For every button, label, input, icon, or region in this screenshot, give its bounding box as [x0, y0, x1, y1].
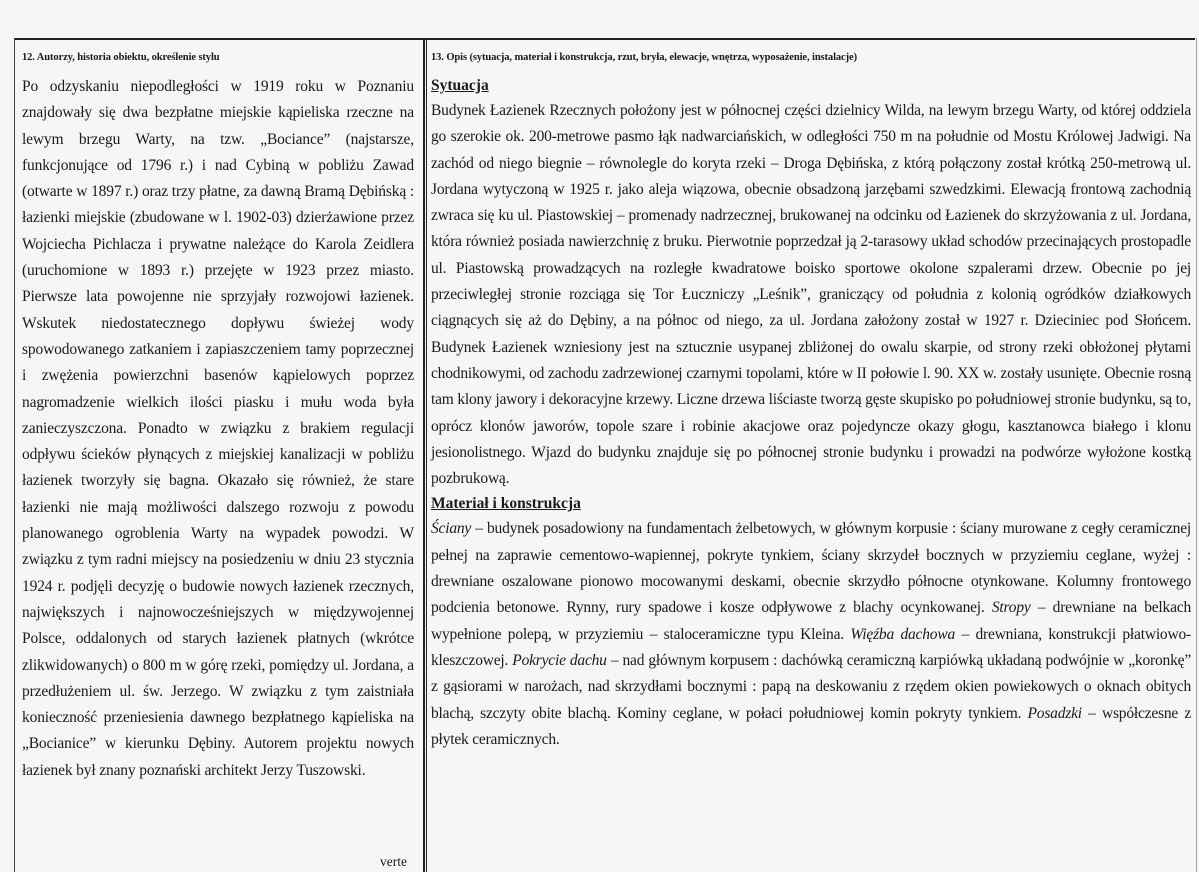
column-divider — [423, 38, 427, 872]
roof-label: Pokrycie dachu — [512, 651, 607, 669]
material-paragraph — [431, 516, 1191, 753]
situation-paragraph: Budynek Łazienek Rzecznych położony jest w północnej części dzielnicy Wilda, na lewym brzegu Warty, od której oddziela go szerokie ok. 200-metrowe pasmo łąk nadwarciańskich, w odległości 750 m na południe od Mostu Królowej Jadwigi. Na zachód od niego biegnie – równolegle do koryta rzeki – Droga Dębińska, z którą połączony został krótką 250-metrową ul. Jordana wytyczoną w 1925 r. jako aleja wiązowa, obecnie obsadzoną jarzębami szwedzkimi. Elewacją frontową zachodnią zwraca się ku ul. Piastowskiej – promenady nadrzecznej, brukowanej na odcinku od Łazienek do skrzyżowania z ul. Jordana, która również posiada nawierzchnię z bruku. Pierwotnie poprzedzał ją 2-tarasowy układ schodów przecinających prostopadle ul. Piastowską prowadzących na rozległe kwadratowe boisko sportowe okolone szpalerami drzew. Obecnie po jej przeciwległej stronie rozciąga się Tor Łuczniczy „Leśnik”, graniczący od południa z kolonią ogródków działkowych ciągnących się aż do Dębiny, a na północ od niego, za ul. Jordana założony został w 1927 r. Dzieciniec pod Słońcem. Budynek Łazienek wzniesiony jest na sztucznie usypanej zbliżonej do owalu skarpie, od strony rzeki obłożonej płytami chodnikowymi, od zachodu zadrzewionej czarnymi topolami, które w II połowie l. 90. XX w. zostały usunięte. Obecnie rosną tam klony jawory i dekoracyjne krzewy. Liczne drzewa liściaste tworzą gęste skupisko po południowej stronie budynku, są to, oprócz klonów jaworów, topole szare i robinie akacjowe oraz pojedyncze okazy głogu, kasztanowca białego i klonu jesionolistnego. Wjazd do budynku znajduje się po północnej stronie budynku i prowadzi na podwórze wyłożone kostką pozbrukową. — [431, 102, 1191, 488]
floors-text: – współczesne z płytek ceramicznych. — [431, 704, 1192, 748]
walls-text: – budynek posadowiony na fundamentach żelbetowych, w głównym korpusie : ściany murowane z cegły ceramicznej pełnej na zaprawie cementowo-wapiennej, pokryte tynkiem, ściany skrzydeł bocznych w przyziemiu ceglane, wyżej : drewniane oszalowane pionowo mocowanymi deskami, obecnie skrzydło północne otynkowane. Kolumny frontowego podcienia betonowe. Rynny, rury spadowe i kosze odpływowe z blachy ocynkowanej. — [431, 520, 1191, 617]
history-paragraph: Po odzyskaniu niepodległości w 1919 roku w Poznaniu znajdowały się dwa bezpłatne miejskie kąpieliska rzeczne na lewym brzegu Warty, na tzw. „Bociance” (najstarsze, funkcjonujące od 1796 r.) i nad Cybiną w pobliżu Zawad (otwarte w 1897 r.) oraz trzy płatne, za dawną Bramą Dębińską : łazienki miejskie (zbudowane w l. 1902-03) dzierżawione przez Wojciecha Pichlacza i prywatne należące do Karola Zeidlera (uruchomione w 1893 r.) przejęte w 1923 przez miasto. Pierwsze lata powojenne nie sprzyjały rozwojowi łazienek. Wskutek niedostatecznego dopływu świeżej wody spowodowanego zatkaniem i zapiaszczeniem tamy poprzecznej i zwężenia powierzchni basenów kąpielowych poprzez nagromadzenie wielkich ilości piasku i mułu woda była zanieczyszczona. Ponadto w związku z brakiem regulacji odpływu ścieków płynących z miejskiej kanalizacji w pobliżu łazienek tworzyły się bagna. Okazało się również, że stare łazienki nie mają możliwości dalszego rozwoju z powodu planowanego ogroblenia Warty na wypadek powodzi. W związku z tym radni miejscy na posiedzeniu w dniu 23 stycznia 1924 r. podjęli decyzję o budowie nowych łazienek rzecznych, największych i najnowocześniejszych w międzywojennej Polsce, oddalonych od starych łazienek płatnych (wkrótce zlikwidowanych) o 800 m w górę rzeki, pomiędzy ul. Jordana, a przedłużeniem ul. św. Jerzego. W związku z tym zaistniała konieczność przeniesienia dawnego bezpłatnego kąpieliska na „Bocianice” w kierunku Dębiny. Autorem projektu nowych łazienek był znany poznański architekt Jerzy Tuszowski. — [22, 78, 414, 779]
material-heading: Materiał i konstrukcja — [431, 495, 581, 513]
right-column — [431, 52, 1191, 753]
ceilings-text: – drewniane na belkach wypełnione polepą, w przyziemiu – staloceramiczne typu Kleina. — [431, 599, 1191, 643]
walls-label: Ściany — [431, 520, 472, 538]
section-12-heading: 12. Autorzy, historia obiektu, określenie stylu — [22, 52, 220, 63]
verte-note: verte — [380, 854, 407, 869]
ceilings-label: Stropy — [991, 599, 1031, 617]
floors-label: Posadzki — [1027, 704, 1082, 722]
situation-heading: Sytuacja — [431, 77, 489, 94]
left-border — [14, 38, 15, 872]
truss-text: – drewniana, konstrukcji płatwiowo-kleszczowej. — [431, 625, 1191, 669]
top-rule — [15, 38, 1195, 40]
truss-label: Więźba dachowa — [850, 625, 956, 643]
section-13-heading: 13. Opis (sytuacja, materiał i konstrukcja, rzut, bryła, elewacje, wnętrza, wyposażenie, instalacje) — [431, 52, 857, 63]
left-column — [22, 52, 414, 784]
right-border — [1196, 38, 1197, 872]
roof-text: – nad głównym korpusem : dachówką ceramiczną karpiówką układaną podwójnie w „koronkę” z gąsiorami w narożach, nad skrzydłami bocznymi : papą na deskowaniu z rzędem okien powiekowych o oknach obitych blachą, szczyty obite blachą. Kominy ceglane, w połaci południowej komin pokryty tynkiem. — [431, 651, 1192, 722]
